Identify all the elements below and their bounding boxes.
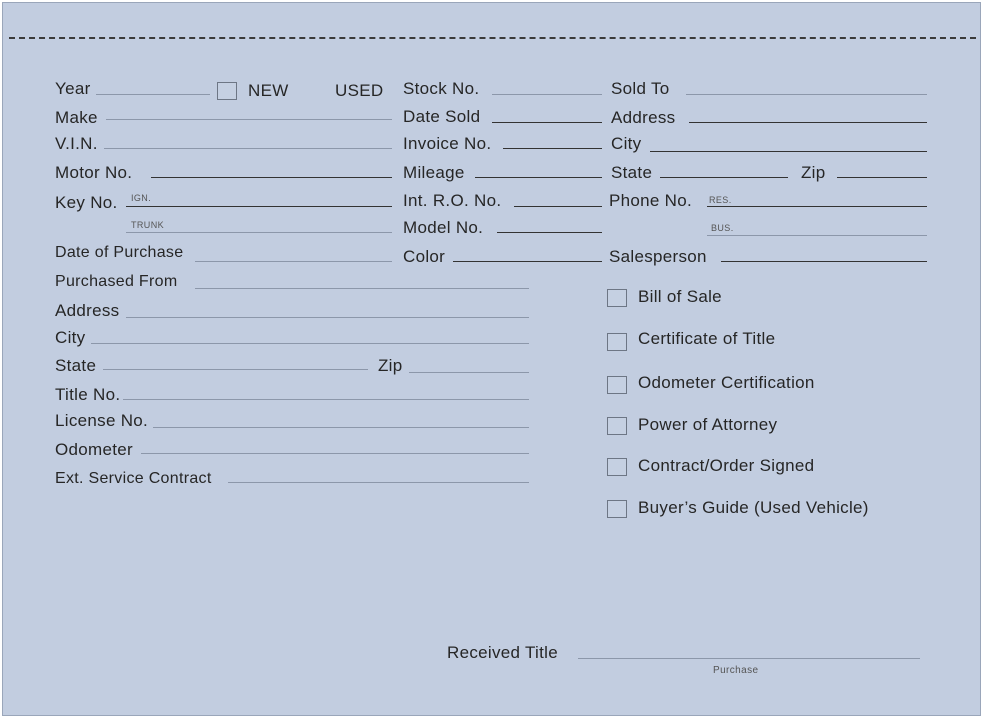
- model-label: Model No.: [403, 218, 484, 237]
- salesperson-label: Salesperson: [609, 247, 707, 266]
- sold-state-field[interactable]: [660, 177, 788, 178]
- purchase-state-field[interactable]: [103, 369, 368, 370]
- key-ign-field[interactable]: [126, 206, 392, 207]
- certificate-title-checkbox[interactable]: [607, 333, 627, 351]
- purchased-from-field[interactable]: [195, 288, 529, 289]
- perforation-line: [9, 37, 976, 39]
- sold-address-field[interactable]: [689, 122, 927, 123]
- received-title-field[interactable]: [578, 658, 920, 659]
- sold-zip-field[interactable]: [837, 177, 927, 178]
- vin-field[interactable]: [104, 148, 392, 149]
- vin-label: V.I.N.: [55, 134, 98, 153]
- contract-signed-checkbox[interactable]: [607, 458, 627, 476]
- certificate-title-label: Certificate of Title: [638, 329, 776, 348]
- phone-res-field[interactable]: [707, 206, 927, 207]
- received-title-label: Received Title: [447, 643, 558, 662]
- salesperson-field[interactable]: [721, 261, 927, 262]
- purchase-city-label: City: [55, 328, 86, 347]
- color-label: Color: [403, 247, 446, 266]
- buyers-guide-label: Buyer’s Guide (Used Vehicle): [638, 498, 869, 517]
- odometer-certification-label: Odometer Certification: [638, 373, 815, 392]
- date-purchase-label: Date of Purchase: [55, 244, 184, 261]
- bus-label: BUS.: [711, 223, 734, 233]
- ign-label: IGN.: [131, 193, 152, 203]
- used-label: USED: [335, 81, 384, 100]
- make-field[interactable]: [106, 119, 392, 120]
- phone-label: Phone No.: [609, 191, 693, 210]
- key-label: Key No.: [55, 193, 118, 212]
- date-sold-field[interactable]: [492, 122, 602, 123]
- sold-zip-label: Zip: [801, 163, 826, 182]
- model-field[interactable]: [497, 232, 602, 233]
- phone-bus-field[interactable]: [707, 235, 927, 236]
- mileage-field[interactable]: [475, 177, 602, 178]
- title-no-label: Title No.: [55, 385, 121, 404]
- date-purchase-field[interactable]: [195, 261, 392, 262]
- invoice-label: Invoice No.: [403, 134, 492, 153]
- purchase-address-field[interactable]: [126, 317, 529, 318]
- sold-state-label: State: [611, 163, 653, 182]
- purchase-city-field[interactable]: [91, 343, 529, 344]
- new-checkbox[interactable]: [217, 82, 237, 100]
- stock-label: Stock No.: [403, 79, 480, 98]
- mileage-label: Mileage: [403, 163, 465, 182]
- ro-field[interactable]: [514, 206, 602, 207]
- sold-city-label: City: [611, 134, 642, 153]
- service-contract-field[interactable]: [228, 482, 529, 483]
- ro-label: Int. R.O. No.: [403, 191, 502, 210]
- trunk-label: TRUNK: [131, 220, 164, 230]
- color-field[interactable]: [453, 261, 602, 262]
- purchase-state-label: State: [55, 356, 97, 375]
- service-contract-label: Ext. Service Contract: [55, 470, 212, 487]
- sold-address-label: Address: [611, 108, 676, 127]
- vehicle-record-form: [2, 2, 981, 716]
- purchase-zip-label: Zip: [378, 356, 403, 375]
- purchase-sub-label: Purchase: [713, 665, 759, 676]
- odometer-field[interactable]: [141, 453, 529, 454]
- make-label: Make: [55, 108, 98, 127]
- purchase-address-label: Address: [55, 301, 120, 320]
- new-label: NEW: [248, 81, 289, 100]
- power-of-attorney-label: Power of Attorney: [638, 415, 778, 434]
- bill-of-sale-checkbox[interactable]: [607, 289, 627, 307]
- motor-label: Motor No.: [55, 163, 133, 182]
- purchase-zip-field[interactable]: [409, 372, 529, 373]
- sold-to-field[interactable]: [686, 94, 927, 95]
- stock-field[interactable]: [492, 94, 602, 95]
- odometer-certification-checkbox[interactable]: [607, 376, 627, 394]
- year-field[interactable]: [96, 94, 210, 95]
- sold-city-field[interactable]: [650, 151, 927, 152]
- title-no-field[interactable]: [123, 399, 529, 400]
- license-field[interactable]: [153, 427, 529, 428]
- motor-field[interactable]: [151, 177, 392, 178]
- invoice-field[interactable]: [503, 148, 602, 149]
- odometer-label: Odometer: [55, 440, 133, 459]
- bill-of-sale-label: Bill of Sale: [638, 287, 722, 306]
- key-trunk-field[interactable]: [126, 232, 392, 233]
- date-sold-label: Date Sold: [403, 107, 481, 126]
- license-label: License No.: [55, 411, 149, 430]
- buyers-guide-checkbox[interactable]: [607, 500, 627, 518]
- purchased-from-label: Purchased From: [55, 273, 178, 290]
- sold-to-label: Sold To: [611, 79, 670, 98]
- contract-signed-label: Contract/Order Signed: [638, 456, 815, 475]
- res-label: RES.: [709, 195, 732, 205]
- year-label: Year: [55, 79, 91, 98]
- power-of-attorney-checkbox[interactable]: [607, 417, 627, 435]
